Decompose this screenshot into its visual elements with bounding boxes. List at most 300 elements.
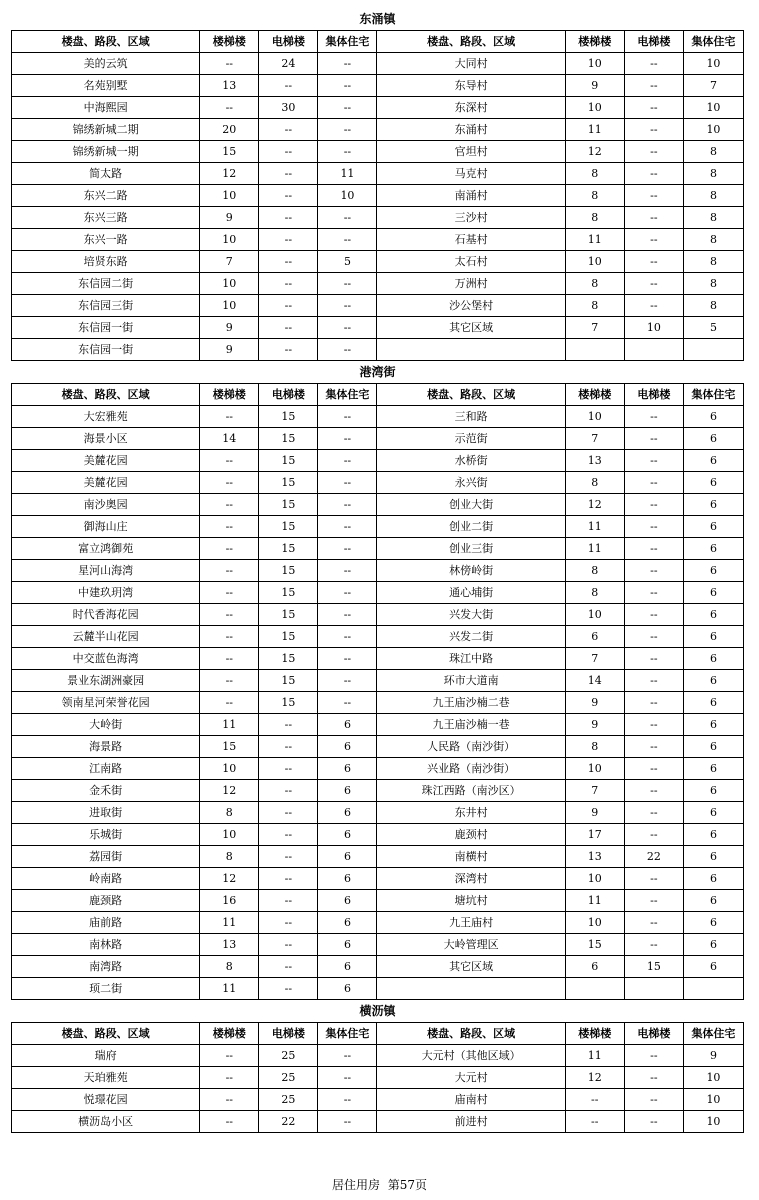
table-cell: 美麓花园 (12, 472, 200, 494)
table-row (12, 97, 744, 119)
table-cell: 锦绣新城一期 (12, 141, 200, 163)
table-cell: 沙公堡村 (377, 295, 565, 317)
table-cell: 6 (683, 890, 743, 912)
table-row (12, 802, 744, 824)
table-row (12, 273, 744, 295)
table-cell: -- (259, 846, 318, 868)
table-cell: -- (318, 53, 377, 75)
column-header: 楼梯楼 (565, 384, 624, 406)
table-row (12, 119, 744, 141)
table-cell: -- (200, 604, 259, 626)
table-cell: 9 (200, 207, 259, 229)
table-cell: 10 (683, 1067, 743, 1089)
section-title: 横沥镇 (359, 1004, 396, 1018)
table-cell: 6 (683, 604, 743, 626)
table-cell: 官坦村 (377, 141, 565, 163)
table-cell: -- (259, 295, 318, 317)
table-cell: -- (624, 758, 683, 780)
table-cell: 7 (683, 75, 743, 97)
table-cell: -- (624, 119, 683, 141)
table-cell: 11 (200, 978, 259, 1000)
table-cell: 东井村 (377, 802, 565, 824)
table-cell: 东兴二路 (12, 185, 200, 207)
table-cell: 6 (565, 956, 624, 978)
table-cell: -- (318, 1045, 377, 1067)
table-cell: -- (318, 670, 377, 692)
table-cell: 6 (318, 714, 377, 736)
table-cell: 15 (259, 582, 318, 604)
table-cell: 太石村 (377, 251, 565, 273)
table-cell: 10 (565, 912, 624, 934)
table-cell: 6 (318, 934, 377, 956)
table-cell: 万洲村 (377, 273, 565, 295)
table-cell: 示范街 (377, 428, 565, 450)
table-cell: 南林路 (12, 934, 200, 956)
table-cell: -- (318, 626, 377, 648)
table-cell: 15 (259, 692, 318, 714)
table-row (12, 185, 744, 207)
table-cell: -- (318, 406, 377, 428)
table-cell: 6 (683, 824, 743, 846)
table-cell: 9 (565, 692, 624, 714)
table-cell: -- (624, 207, 683, 229)
table-row (12, 736, 744, 758)
table-cell: 8 (683, 273, 743, 295)
column-header: 集体住宅 (318, 1023, 377, 1045)
table-row (12, 141, 744, 163)
table-cell: 22 (624, 846, 683, 868)
table-cell: 10 (683, 1089, 743, 1111)
table-cell: 10 (200, 824, 259, 846)
table-cell: -- (624, 141, 683, 163)
table-cell: 创业三街 (377, 538, 565, 560)
table-cell: 8 (683, 251, 743, 273)
table-cell: 10 (200, 273, 259, 295)
table-cell: 6 (318, 802, 377, 824)
table-cell: 8 (200, 802, 259, 824)
table-cell: 天珀雅苑 (12, 1067, 200, 1089)
table-header-row (12, 1023, 744, 1045)
table-cell: 6 (565, 626, 624, 648)
column-header: 楼盘、路段、区域 (12, 31, 200, 53)
table-cell: -- (318, 1111, 377, 1133)
table-cell: 11 (200, 912, 259, 934)
table-cell: 6 (683, 560, 743, 582)
table-cell: 简太路 (12, 163, 200, 185)
table-cell: -- (624, 824, 683, 846)
table-cell: -- (624, 714, 683, 736)
table-cell: -- (200, 1067, 259, 1089)
table-cell: 其它区域 (377, 317, 565, 339)
table-row (12, 978, 744, 1000)
table-cell: 瑞府 (12, 1045, 200, 1067)
table-cell: 兴业路（南沙街） (377, 758, 565, 780)
table-cell: 鹿颈村 (377, 824, 565, 846)
table-cell: 15 (259, 626, 318, 648)
table-cell: -- (259, 912, 318, 934)
table-row (12, 758, 744, 780)
table-cell: 7 (565, 317, 624, 339)
table-cell: 金禾街 (12, 780, 200, 802)
table-cell: 11 (318, 163, 377, 185)
table-cell: -- (624, 626, 683, 648)
table-header-row (12, 31, 744, 53)
table-cell: 7 (565, 780, 624, 802)
table-cell: 东信园一街 (12, 317, 200, 339)
column-header: 电梯楼 (259, 31, 318, 53)
table-cell: 8 (200, 956, 259, 978)
table-cell: 8 (683, 163, 743, 185)
table-cell: -- (318, 119, 377, 141)
table-cell: 御海山庄 (12, 516, 200, 538)
table-row (12, 53, 744, 75)
table-cell: 15 (200, 736, 259, 758)
table-cell (683, 339, 743, 361)
table-cell: 11 (565, 1045, 624, 1067)
table-cell: 8 (565, 273, 624, 295)
table-cell: 10 (565, 53, 624, 75)
table-cell: 永兴街 (377, 472, 565, 494)
table-cell: -- (318, 273, 377, 295)
section-title: 港湾街 (359, 365, 396, 379)
table-cell: 25 (259, 1089, 318, 1111)
table-cell: 塘坑村 (377, 890, 565, 912)
table-cell: -- (624, 692, 683, 714)
table-cell: -- (318, 1067, 377, 1089)
table-cell: 12 (200, 780, 259, 802)
table-cell: 15 (259, 648, 318, 670)
table-row (12, 339, 744, 361)
table-cell: -- (624, 934, 683, 956)
table-cell: 20 (200, 119, 259, 141)
table-cell: -- (259, 890, 318, 912)
table-cell: 6 (318, 824, 377, 846)
table-cell (377, 339, 565, 361)
table-cell: -- (624, 1045, 683, 1067)
column-header: 电梯楼 (624, 384, 683, 406)
table-cell: 6 (683, 692, 743, 714)
table-cell: -- (259, 824, 318, 846)
table-cell: 10 (565, 868, 624, 890)
table-header-row (12, 384, 744, 406)
table-cell: 9 (565, 802, 624, 824)
table-cell: -- (318, 75, 377, 97)
table-cell: -- (318, 141, 377, 163)
table-cell: 珠江中路 (377, 648, 565, 670)
table-cell: 15 (624, 956, 683, 978)
table-row (12, 472, 744, 494)
table-cell: -- (259, 163, 318, 185)
table-row (12, 912, 744, 934)
table-cell: 中海熙园 (12, 97, 200, 119)
table-cell: 东兴三路 (12, 207, 200, 229)
column-header: 电梯楼 (259, 1023, 318, 1045)
table-cell: 15 (259, 472, 318, 494)
table-cell: 中交蓝色海湾 (12, 648, 200, 670)
table-row (12, 494, 744, 516)
table-cell: -- (624, 75, 683, 97)
table-cell: -- (200, 670, 259, 692)
table-row (12, 163, 744, 185)
table-cell: -- (624, 582, 683, 604)
table-cell: 10 (200, 295, 259, 317)
table-cell: -- (624, 802, 683, 824)
table-cell: -- (624, 736, 683, 758)
footer-label: 居住用房 (331, 1178, 380, 1192)
table-cell: -- (624, 53, 683, 75)
table-row (12, 406, 744, 428)
table-cell: 三和路 (377, 406, 565, 428)
table-cell: 12 (565, 141, 624, 163)
table-cell: 6 (683, 626, 743, 648)
table-cell: 11 (565, 890, 624, 912)
table-cell: -- (200, 560, 259, 582)
table-cell: 25 (259, 1067, 318, 1089)
table-cell: 6 (318, 912, 377, 934)
table-cell: 6 (318, 758, 377, 780)
table-cell: -- (259, 758, 318, 780)
table-row (12, 670, 744, 692)
table-cell: 通心埔街 (377, 582, 565, 604)
table-cell: 11 (565, 119, 624, 141)
table-cell: -- (318, 538, 377, 560)
table-cell: 九王庙村 (377, 912, 565, 934)
column-header: 集体住宅 (318, 31, 377, 53)
table-cell: -- (259, 207, 318, 229)
table-cell: 南横村 (377, 846, 565, 868)
table-cell: -- (259, 141, 318, 163)
table-cell: 10 (624, 317, 683, 339)
table-cell: 6 (683, 472, 743, 494)
table-cell: -- (624, 780, 683, 802)
table-row (12, 538, 744, 560)
table-cell: 6 (683, 912, 743, 934)
column-header: 楼梯楼 (200, 31, 259, 53)
table-cell: 6 (683, 934, 743, 956)
table-cell: 8 (683, 185, 743, 207)
table-cell: 东导村 (377, 75, 565, 97)
table-row (12, 1067, 744, 1089)
table-cell: 6 (318, 956, 377, 978)
table-cell: 6 (683, 802, 743, 824)
table-cell: 富立鸿御苑 (12, 538, 200, 560)
table-cell: 22 (259, 1111, 318, 1133)
table-cell: 9 (200, 339, 259, 361)
table-cell: -- (624, 295, 683, 317)
table-cell: -- (318, 648, 377, 670)
table-cell: 兴发大街 (377, 604, 565, 626)
table-cell: 荔园街 (12, 846, 200, 868)
table-cell: 6 (683, 670, 743, 692)
table-cell: -- (318, 604, 377, 626)
table-cell: -- (200, 53, 259, 75)
table-row (12, 450, 744, 472)
table-cell: 10 (565, 604, 624, 626)
table-cell: 三沙村 (377, 207, 565, 229)
table-cell: 14 (565, 670, 624, 692)
table-cell: 13 (565, 846, 624, 868)
table-cell: 林傍岭街 (377, 560, 565, 582)
table-cell (565, 978, 624, 1000)
table-cell: 江南路 (12, 758, 200, 780)
table-cell: -- (318, 516, 377, 538)
table-cell: -- (624, 560, 683, 582)
table-cell: 10 (683, 53, 743, 75)
table-cell: 11 (565, 516, 624, 538)
table-cell: 10 (565, 758, 624, 780)
table-row (12, 604, 744, 626)
column-header: 楼盘、路段、区域 (12, 384, 200, 406)
column-header: 楼盘、路段、区域 (377, 384, 565, 406)
column-header: 楼梯楼 (200, 384, 259, 406)
table-cell: -- (200, 494, 259, 516)
table-cell: 锦绣新城二期 (12, 119, 200, 141)
table-row (12, 251, 744, 273)
table-cell: -- (318, 450, 377, 472)
table-cell: 6 (683, 736, 743, 758)
table-cell: -- (624, 97, 683, 119)
table-cell: 8 (683, 229, 743, 251)
table-cell: 横沥岛小区 (12, 1111, 200, 1133)
table-cell: 鹿颈路 (12, 890, 200, 912)
table-cell: 东信园一街 (12, 339, 200, 361)
table-cell: 庙南村 (377, 1089, 565, 1111)
table-cell: 10 (200, 229, 259, 251)
table-cell: -- (259, 956, 318, 978)
table-cell: 6 (683, 582, 743, 604)
table-cell: -- (624, 406, 683, 428)
document-page (11, 8, 744, 1133)
table-cell: 东信园三街 (12, 295, 200, 317)
table-cell: 24 (259, 53, 318, 75)
table-cell: 6 (318, 846, 377, 868)
table-cell: 珠江西路（南沙区） (377, 780, 565, 802)
table-cell: -- (318, 560, 377, 582)
table-cell: 6 (683, 868, 743, 890)
table-cell: 10 (683, 1111, 743, 1133)
table-cell: -- (318, 97, 377, 119)
table-cell: -- (624, 912, 683, 934)
table-cell: 顼二街 (12, 978, 200, 1000)
table-cell: 14 (200, 428, 259, 450)
table-cell: 星河山海湾 (12, 560, 200, 582)
table-cell: 11 (565, 538, 624, 560)
table-cell: -- (259, 185, 318, 207)
table-cell: 15 (259, 516, 318, 538)
table-cell: -- (200, 97, 259, 119)
table-cell: -- (624, 229, 683, 251)
table-cell: -- (259, 251, 318, 273)
table-cell: 9 (565, 714, 624, 736)
housing-table (11, 30, 744, 361)
table-cell: 水桥街 (377, 450, 565, 472)
table-cell: -- (624, 1067, 683, 1089)
column-header: 楼盘、路段、区域 (12, 1023, 200, 1045)
table-cell: -- (200, 626, 259, 648)
table-cell: -- (624, 428, 683, 450)
table-cell: -- (624, 868, 683, 890)
table-cell: 15 (259, 538, 318, 560)
housing-table (11, 1022, 744, 1133)
column-header: 电梯楼 (624, 1023, 683, 1045)
table-cell: 30 (259, 97, 318, 119)
table-cell: -- (318, 582, 377, 604)
table-cell: -- (624, 604, 683, 626)
table-cell: 11 (565, 229, 624, 251)
table-cell: 创业大街 (377, 494, 565, 516)
table-cell: 7 (565, 428, 624, 450)
table-cell: -- (200, 406, 259, 428)
table-cell: 11 (200, 714, 259, 736)
table-cell: 海景小区 (12, 428, 200, 450)
table-row (12, 868, 744, 890)
table-cell: 8 (565, 560, 624, 582)
table-cell: 大元村 (377, 1067, 565, 1089)
table-row (12, 582, 744, 604)
column-header: 楼盘、路段、区域 (377, 1023, 565, 1045)
table-cell: 15 (259, 428, 318, 450)
table-cell: -- (200, 1111, 259, 1133)
table-cell: 东兴一路 (12, 229, 200, 251)
table-cell (624, 339, 683, 361)
section-title: 东涌镇 (359, 12, 396, 26)
table-cell: -- (624, 648, 683, 670)
table-row (12, 1111, 744, 1133)
table-cell: -- (624, 251, 683, 273)
table-cell: 16 (200, 890, 259, 912)
table-cell: 13 (200, 934, 259, 956)
column-header: 楼梯楼 (565, 31, 624, 53)
table-cell: 6 (318, 978, 377, 1000)
table-cell: -- (318, 207, 377, 229)
table-row (12, 1089, 744, 1111)
table-cell: 深湾村 (377, 868, 565, 890)
table-row (12, 846, 744, 868)
table-cell: 15 (565, 934, 624, 956)
table-cell: 九王庙沙楠一巷 (377, 714, 565, 736)
table-cell: 8 (683, 295, 743, 317)
table-cell: -- (200, 1089, 259, 1111)
table-cell: 8 (565, 207, 624, 229)
table-cell: 进取街 (12, 802, 200, 824)
table-cell: 7 (200, 251, 259, 273)
table-cell: 6 (683, 450, 743, 472)
table-cell: 6 (683, 406, 743, 428)
table-row (12, 824, 744, 846)
table-cell: 8 (683, 207, 743, 229)
column-header: 电梯楼 (259, 384, 318, 406)
table-cell: 17 (565, 824, 624, 846)
table-cell: -- (624, 163, 683, 185)
table-row (12, 780, 744, 802)
table-cell: -- (259, 780, 318, 802)
table-cell: 6 (683, 714, 743, 736)
table-cell: 大岭管理区 (377, 934, 565, 956)
table-cell: -- (318, 317, 377, 339)
table-cell: 10 (565, 97, 624, 119)
table-cell: 大元村（其他区域） (377, 1045, 565, 1067)
table-cell: 8 (683, 141, 743, 163)
table-row (12, 692, 744, 714)
table-cell: 6 (318, 736, 377, 758)
table-cell: 13 (200, 75, 259, 97)
table-cell: 6 (318, 780, 377, 802)
table-cell: 6 (683, 428, 743, 450)
table-cell: -- (259, 75, 318, 97)
table-cell: 景业东湖洲豪园 (12, 670, 200, 692)
table-cell: 8 (565, 185, 624, 207)
table-row (12, 229, 744, 251)
